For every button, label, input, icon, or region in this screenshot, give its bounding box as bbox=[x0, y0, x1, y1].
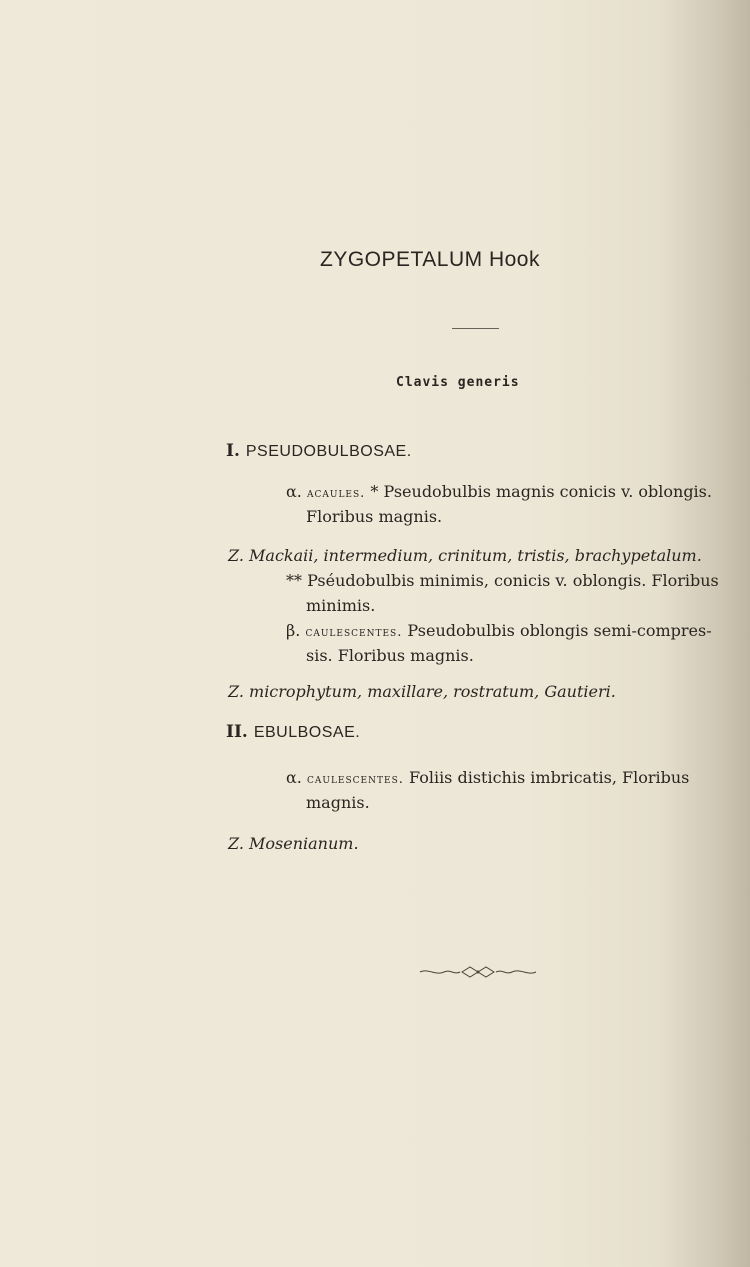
entry-text: * Pseudobulbis magnis conicis v. oblongis. bbox=[370, 482, 712, 501]
species-list-3 bbox=[228, 834, 359, 853]
key-entry-acaules bbox=[286, 482, 712, 501]
key-subtitle: Clavis generis bbox=[396, 375, 520, 390]
section-heading-pseudobulbosae bbox=[226, 441, 412, 461]
entry-marker: α. bbox=[286, 482, 302, 501]
key-entry-acaules-cont: Floribus magnis. bbox=[306, 507, 443, 526]
key-entry-caulescentes-2 bbox=[286, 768, 689, 787]
key-entry-caulescentes-1-cont: sis. Floribus magnis. bbox=[306, 646, 474, 665]
species-prefix: Z. bbox=[228, 682, 244, 701]
entry-text: Foliis distichis imbricatis, Floribus bbox=[408, 768, 690, 787]
key-entry-caulescentes-2-cont: magnis. bbox=[306, 793, 370, 812]
entry-marker: β. bbox=[286, 621, 301, 640]
species-prefix: Z. bbox=[228, 834, 244, 853]
species-prefix: Z. bbox=[228, 546, 244, 565]
species-names: Mosenianum. bbox=[249, 834, 359, 853]
genus-title: ZYGOPETALUM Hook bbox=[320, 248, 540, 271]
key-note-minimis-cont: minimis. bbox=[306, 596, 376, 615]
title-divider bbox=[452, 328, 499, 329]
entry-text: Pseudobulbis oblongis semi-compres- bbox=[407, 621, 712, 640]
species-list-1 bbox=[228, 546, 702, 565]
entry-label: acaules. bbox=[306, 486, 366, 501]
key-entry-caulescentes-1 bbox=[286, 621, 712, 640]
entry-label: caulescentes. bbox=[306, 772, 404, 787]
species-list-2 bbox=[228, 682, 616, 701]
ornament-icon bbox=[418, 962, 538, 982]
species-names: Mackaii, intermedium, crinitum, tristis, brachypetalum. bbox=[249, 546, 702, 565]
section-title: EBULBOSAE. bbox=[253, 724, 361, 741]
section-numeral: II. bbox=[226, 722, 248, 742]
entry-marker: α. bbox=[286, 768, 302, 787]
section-heading-ebulbosae bbox=[226, 722, 360, 742]
section-numeral: I. bbox=[226, 441, 240, 461]
key-note-minimis: ** Pséudobulbis minimis, conicis v. oblongis. Floribus bbox=[286, 571, 719, 590]
species-names: microphytum, maxillare, rostratum, Gautieri. bbox=[249, 682, 616, 701]
entry-label: caulescentes. bbox=[305, 625, 403, 640]
section-title: PSEUDOBULBOSAE. bbox=[245, 443, 412, 460]
